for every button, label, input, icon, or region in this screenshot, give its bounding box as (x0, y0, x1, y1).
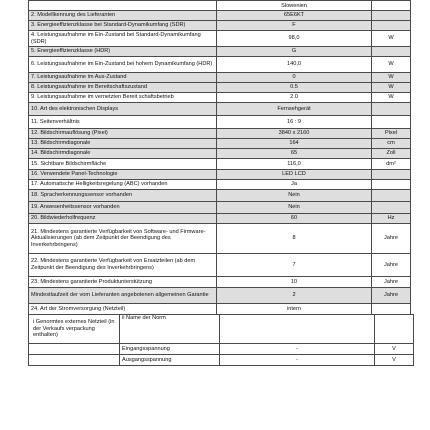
row-value: G (217, 47, 372, 57)
row-value: 116,0 (217, 159, 372, 170)
row-unit: W (372, 73, 411, 83)
norm-name-label: ii Name der Norm (120, 315, 220, 344)
table-row (29, 93, 411, 103)
row-value: Slowenien (217, 1, 372, 11)
table-row (29, 344, 414, 355)
input-voltage-unit: V (375, 344, 414, 355)
row-unit: Jahre (372, 277, 411, 288)
table-row (29, 47, 411, 57)
table-row (29, 149, 411, 159)
row-label: 13. Bildschirmdiagonale (29, 139, 217, 149)
row-label: 14. Bildschirmdiagonale (29, 149, 217, 159)
blank-cell (29, 355, 120, 366)
row-label: 3. Energieeffizienzklasse bei Standard-Dynamikumfang (SDR) (29, 21, 217, 31)
table-row (29, 116, 411, 129)
table-row (29, 254, 411, 277)
row-value: 65E6KT (217, 11, 372, 21)
row-unit: dm² (372, 159, 411, 170)
norm-name-unit (375, 315, 414, 344)
table-row (29, 190, 411, 202)
row-unit (372, 103, 411, 116)
external-psu-label: i Genormtes externes Netzteil (in der Verkaufs verpackung enthalten) (29, 315, 120, 344)
row-value: 2 (217, 288, 372, 304)
row-label: 8. Leistungsaufnahme im Bereitschaftszustand (29, 83, 217, 93)
table-row (29, 1, 411, 11)
row-label: 19. Anwesenheitssensor vorhanden (29, 202, 217, 214)
row-label: 22. Mindestens garantierte Verfügbarkeit von Ersatzteilen (ab dem Zeitpunkt der Beendigung des Inverkehrbringens) (29, 254, 217, 277)
table-row (29, 103, 411, 116)
row-unit: Hz (372, 214, 411, 224)
row-unit: Jahre (372, 288, 411, 304)
table-row (29, 139, 411, 149)
row-unit (372, 304, 411, 315)
row-value: F (217, 21, 372, 31)
row-value: 164 (217, 139, 372, 149)
row-value: 7 (217, 254, 372, 277)
row-label: 16. Verwendete Panel-Technologie (29, 170, 217, 180)
row-unit: Zoll (372, 149, 411, 159)
row-unit (372, 21, 411, 31)
row-unit (372, 116, 411, 129)
table-row (29, 159, 411, 170)
row-value: 3840 x 2160 (217, 129, 372, 139)
row-value: 16 : 9 (217, 116, 372, 129)
table-row (29, 355, 414, 366)
row-label: 20. Bildwiederholfrequenz (29, 214, 217, 224)
row-unit: W (372, 93, 411, 103)
blank-cell (29, 344, 120, 355)
row-unit: W (372, 31, 411, 47)
row-label: 7. Leistungsaufnahme im Aus-Zustand (29, 73, 217, 83)
row-label: 18. Spracherkennungssensor vorhanden (29, 190, 217, 202)
row-label (29, 1, 217, 11)
norm-name-value (220, 315, 375, 344)
product-information-sheet (28, 0, 403, 366)
row-unit: W (372, 57, 411, 73)
row-value: LED LCD (217, 170, 372, 180)
output-voltage-value: - (220, 355, 375, 366)
spec-table (28, 0, 411, 315)
row-unit: W (372, 83, 411, 93)
table-row (29, 214, 411, 224)
row-label: 15. Sichtbare Bildschirmfläche (29, 159, 217, 170)
row-label: 9. Leistungsaufnahme im vernetzten Bereit schaftsbetrieb (29, 93, 217, 103)
table-row (29, 277, 411, 288)
row-value: Nein (217, 190, 372, 202)
row-value: Nein (217, 202, 372, 214)
table-row (29, 57, 411, 73)
row-value: 0 (217, 73, 372, 83)
table-row (29, 304, 411, 315)
table-row (29, 202, 411, 214)
row-unit (372, 47, 411, 57)
output-voltage-unit: V (375, 355, 414, 366)
row-value: 98,0 (217, 31, 372, 47)
power-supply-table (28, 314, 414, 366)
row-unit: Jahre (372, 254, 411, 277)
table-row (29, 129, 411, 139)
table-row (29, 31, 411, 47)
row-label: 5. Energieeffizienzklasse (HDR) (29, 47, 217, 57)
row-label: 11. Seitenverhältnis (29, 116, 217, 129)
row-label: 23. Mindestens garantierte Produktunterstützung (29, 277, 217, 288)
row-unit: cm (372, 139, 411, 149)
row-unit (372, 190, 411, 202)
row-unit (372, 202, 411, 214)
row-unit: Jahre (372, 224, 411, 254)
row-label: 2. Modellkennung des Lieferanten (29, 11, 217, 21)
row-label: 21. Mindestens garantierte Verfügbarkeit von Software- und Firmware-Aktualisierungen (ab dem Zeitpunkt der Beendigung des Inverkehrbringens) (29, 224, 217, 254)
table-row (29, 170, 411, 180)
row-value: 0.5 (217, 83, 372, 93)
row-value: 60 (217, 214, 372, 224)
table-row (29, 315, 414, 344)
table-row (29, 180, 411, 190)
row-value: 65 (217, 149, 372, 159)
table-row (29, 11, 411, 21)
row-unit: Pixel (372, 129, 411, 139)
input-voltage-label: Eingangsspannung (120, 344, 220, 355)
table-row (29, 21, 411, 31)
row-value: intern (217, 304, 372, 315)
table-row (29, 73, 411, 83)
row-label: 24. Art der Stromversorgung (Netzteil) (29, 304, 217, 315)
row-value: Fernsehgerät (217, 103, 372, 116)
row-value: 140,0 (217, 57, 372, 73)
row-value: 2.0 (217, 93, 372, 103)
row-label: 4. Leistungsaufnahme im Ein-Zustand bei Standard-Dynamikumfang (SDR) (29, 31, 217, 47)
row-unit (372, 180, 411, 190)
output-voltage-label: Ausgangsspannung (120, 355, 220, 366)
row-label: 6. Leistungsaufnahme im Ein-Zustand bei hohem Dynamikumfang (HDR) (29, 57, 217, 73)
row-unit (372, 11, 411, 21)
row-label: 10. Art des elektronischen Displays (29, 103, 217, 116)
table-row (29, 224, 411, 254)
row-label: 17. Automatische Helligkeitsregelung (ABC) vorhanden (29, 180, 217, 190)
row-label: Mindestlaufzeit der vom Lieferanten angebotenen allgemeinen Garantie (29, 288, 217, 304)
row-value: Ja (217, 180, 372, 190)
row-value: 10 (217, 277, 372, 288)
row-label: 12. Bildschirmauflösung (Pixel) (29, 129, 217, 139)
row-value: 8 (217, 224, 372, 254)
row-unit (372, 170, 411, 180)
table-row (29, 288, 411, 304)
input-voltage-value: - (220, 344, 375, 355)
table-row (29, 83, 411, 93)
row-unit (372, 1, 411, 11)
